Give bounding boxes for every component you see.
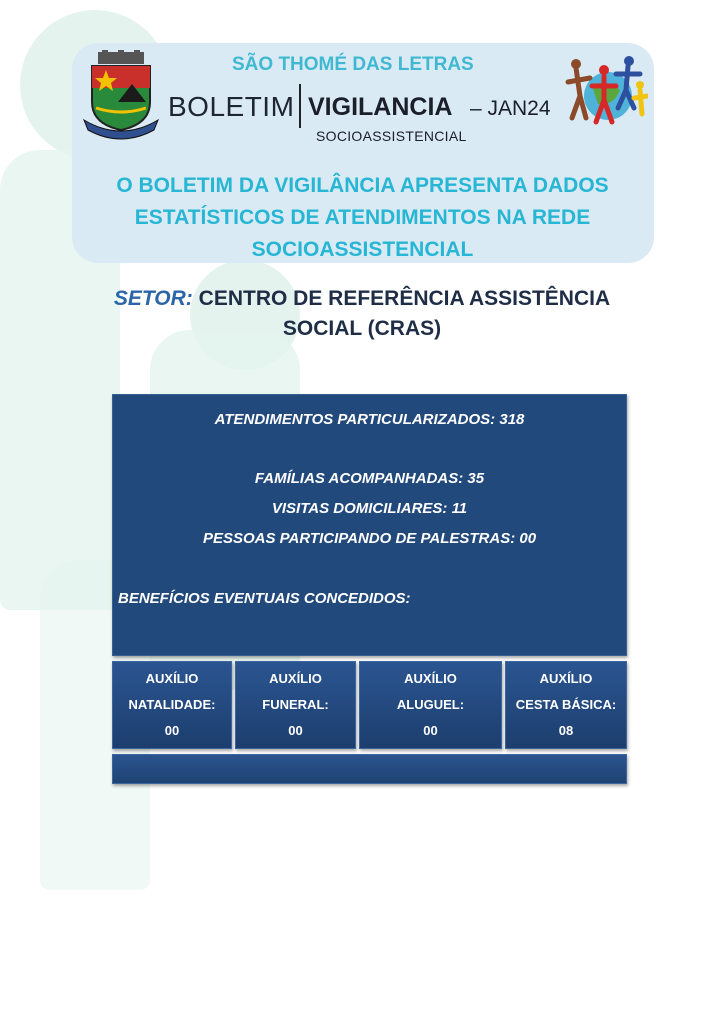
- coat-of-arms-logo: [82, 50, 160, 142]
- stats-panel: [112, 394, 627, 656]
- stat-palestras: PESSOAS PARTICIPANDO DE PALESTRAS: 00: [202, 530, 537, 547]
- intro-line: ESTATÍSTICOS DE ATENDIMENTOS NA REDE: [134, 206, 591, 229]
- auxilio-type: ALUGUEL:: [396, 697, 465, 712]
- sector-name-line2: SOCIAL (CRAS): [282, 317, 442, 340]
- intro-line: SOCIOASSISTENCIAL: [251, 238, 474, 261]
- title-divider: [299, 84, 301, 128]
- stat-visitas: VISITAS DOMICILIARES: 11: [271, 500, 468, 517]
- auxilio-label: AUXÍLIO: [539, 671, 593, 686]
- intro-line: O BOLETIM DA VIGILÂNCIA APRESENTA DADOS: [116, 174, 609, 197]
- sector-heading: [100, 284, 624, 344]
- intro-text: [90, 170, 635, 266]
- auxilio-value: 00: [288, 723, 303, 738]
- stat-atendimentos: ATENDIMENTOS PARTICULARIZADOS: 318: [214, 411, 525, 428]
- auxilio-type: CESTA BÁSICA:: [515, 697, 617, 712]
- boletim-label: BOLETIM: [168, 91, 295, 122]
- auxilio-type: FUNERAL:: [262, 697, 329, 712]
- auxilio-type: NATALIDADE:: [128, 697, 216, 712]
- auxilio-aluguel-cell: [359, 661, 502, 749]
- subtitle-label: SOCIOASSISTENCIAL: [316, 128, 467, 144]
- sector-name-line1: CENTRO DE REFERÊNCIA ASSISTÊNCIA: [198, 287, 611, 310]
- auxilio-label: AUXÍLIO: [269, 671, 322, 686]
- beneficios-heading: BENEFÍCIOS EVENTUAIS CONCEDIDOS:: [118, 590, 411, 607]
- auxilio-value: 08: [558, 723, 574, 738]
- auxilio-funeral-cell: [235, 661, 356, 749]
- vigilancia-label: VIGILANCIA: [308, 93, 453, 121]
- auxilio-label: AUXÍLIO: [145, 671, 199, 686]
- period-label: – JAN24: [470, 97, 551, 120]
- stat-familias: FAMÍLIAS ACOMPANHADAS: 35: [254, 470, 485, 487]
- auxilio-natalidade-cell: [112, 661, 232, 749]
- auxilio-value: 00: [164, 723, 180, 738]
- auxilio-label: AUXÍLIO: [404, 671, 457, 686]
- people-globe-logo: [556, 56, 648, 132]
- sector-label: SETOR:: [113, 287, 193, 310]
- auxilio-value: 00: [423, 723, 438, 738]
- footer-bar: [112, 754, 627, 784]
- auxilio-cesta-basica-cell: [505, 661, 627, 749]
